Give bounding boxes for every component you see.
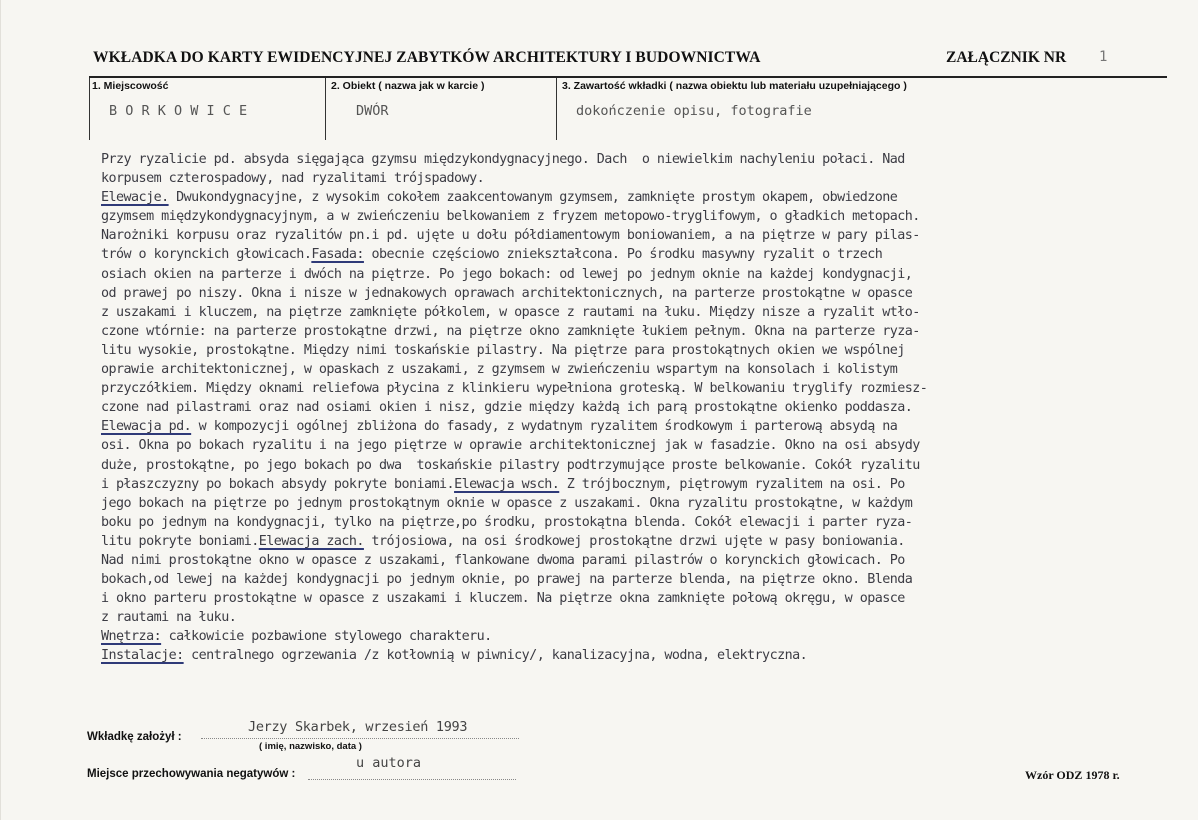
header-rule [89, 76, 1167, 78]
field-divider-left [89, 78, 90, 140]
body-line: od prawej po niszy. Okna i nisze w jednakowych oprawach architektonicznych, na parterze prostokątne w opasce [101, 285, 913, 301]
field-divider-1 [325, 78, 326, 140]
body-line: Przy ryzalicie pd. absyda sięgająca gzymsu międzykondygnacyjnego. Dach o niewielkim nachyleniu połaci. Nad [101, 152, 905, 167]
body-line: jego bokach na piętrze po jednym prostokątnym oknie w opasce z uszakami. Okna ryzalitu prostokątne, w każdym [101, 495, 913, 511]
form-code: Wzór ODZ 1978 r. [1025, 768, 1120, 782]
object-value: DWÓR [356, 103, 389, 119]
body-line: osiach okien na parterze i dwóch na piętrze. Po jego bokach: od lewej po jednym oknie na każdej kondygnacji, [101, 266, 913, 282]
author-hint: ( imię, nazwisko, data ) [259, 741, 362, 752]
place-label: 1. Miejscowość [92, 80, 169, 92]
body-line: korpusem czterospadowy, nad ryzalitami trójspadowy. [101, 171, 485, 187]
annex-number: 1 [1099, 49, 1108, 65]
body-line: i płaszczyzny po bokach absydy pokryte boniami. [101, 476, 455, 492]
author-dotted-line [201, 738, 519, 739]
annex-label: ZAŁĄCZNIK NR [946, 49, 1067, 66]
body-line: litu wysokie, prostokątne. Między nimi toskańskie pilastry. Na piętrze para prostokątnych okien we wspólnej [101, 342, 905, 358]
author-label: Wkładkę założył : [87, 731, 182, 743]
body-line: obecnie częściowo zniekształcona. Po środku masywny ryzalit o trzech [363, 247, 883, 263]
heading-elewacja-zach: Elewacja zach. [258, 533, 364, 549]
heading-elewacja-wsch: Elewacja wsch. [454, 476, 560, 492]
form-title: WKŁADKA DO KARTY EWIDENCYJNEJ ZABYTKÓW ARCHITEKTURY I BUDOWNICTWA [93, 49, 761, 66]
body-line: Nad nimi prostokątne okno w opasce z uszakami, flankowane dwoma parami pilastrów o korynckich głowicach. Po [101, 552, 905, 568]
body-line: Dwukondygnacyjne, z wysokim cokołem zaakcentowanym gzymsem, zamknięte prostym okapem, obwiedzone [168, 190, 898, 206]
author-value: Jerzy Skarbek, wrzesień 1993 [248, 719, 468, 735]
heading-fasada: Fasada: [311, 247, 364, 263]
body-line: czone nad pilastrami oraz nad osiami okien i nisz, gdzie między każdą ich parą prostokątne okienko poddasza. [101, 400, 913, 416]
body-line: bokach,od lewej na każdej kondygnacji po jednym oknie, po prawej na parterze blenda, na piętrze okno. Blenda [101, 572, 913, 588]
body-line: z uszakami i kluczem, na piętrze zamknięte półkolem, w opasce z rautami na łuku. Między nisze a ryzalit wtło- [101, 304, 920, 320]
body-line: Z trójbocznym, piętrowym ryzalitem na osi. Po [559, 476, 905, 492]
body-line: oprawie architektonicznej, w opaskach z uszakami, z gzymsem w zwieńczeniu wspartym na konsolach i kolistym [101, 362, 898, 378]
heading-elewacja-pd: Elewacja pd. [101, 419, 192, 435]
heading-instalacje: Instalacje: [101, 648, 184, 664]
body-line: centralnego ogrzewania /z kotłownią w piwnicy/, kanalizacyjna, wodna, elektryczna. [183, 648, 808, 664]
body-line: trów o korynckich głowicach. [101, 247, 312, 263]
object-label: 2. Obiekt ( nazwa jak w karcie ) [331, 80, 485, 92]
heading-wnetrza: Wnętrza: [101, 629, 162, 645]
body-line: gzymsem międzykondygnacyjnym, a w zwieńczeniu belkowaniem z fryzem metopowo-tryglifowym, o gładkich metopach. [101, 209, 920, 225]
negatives-dotted-line [308, 779, 516, 780]
body-line: duże, prostokątne, po jego bokach po dwa toskańskie pilastry podtrzymujące proste belkowanie. Cokół ryzalitu [101, 457, 920, 473]
body-line: trójosiowa, na osi środkowej prostokątne drzwi ujęte w pasy boniowania. [363, 533, 905, 549]
body-line: całkowicie pozbawione stylowego charakteru. [161, 629, 492, 645]
negatives-value: u autora [356, 755, 422, 771]
body-line: boku po jednym na kondygnacji, tylko na piętrze,po środku, prostokątna blenda. Cokół elewacji i parter ryza- [101, 514, 913, 530]
body-line: i okno parteru prostokątne w opasce z uszakami i kluczem. Na piętrze okna zamknięte połową okręgu, w opasce [101, 591, 905, 607]
body-line: czone wtórnie: na parterze prostokątne drzwi, na piętrze okno zamknięte łukiem pełnym. Okna na parterze ryza- [101, 323, 920, 339]
negatives-label: Miejsce przechowywania negatywów : [87, 768, 296, 780]
description-text [101, 150, 1186, 666]
body-line: litu pokryte boniami. [101, 533, 259, 549]
body-line: osi. Okna po bokach ryzalitu i na jego piętrze w oprawie architektonicznej jak w fasadzie. Okno na osi absydy [101, 438, 920, 454]
content-label: 3. Zawartość wkładki ( nazwa obiektu lub materiału uzupełniającego ) [562, 80, 907, 92]
body-line: w kompozycji ogólnej zbliżona do fasady, z wydatnym ryzalitem środkowym i parterową absydą na [191, 419, 898, 435]
heading-elewacje: Elewacje. [101, 190, 169, 206]
body-line: Narożniki korpusu oraz ryzalitów pn.i pd. ujęte u dołu półdiamentowym boniowaniem, a na piętrze w pary pilas- [101, 228, 920, 244]
body-line: z rautami na łuku. [101, 610, 237, 626]
body-line: przyczółkiem. Między oknami reliefowa płycina z klinkieru wypełniona groteską. W belkowaniu tryglify rozmiesz- [101, 381, 928, 397]
place-value: B O R K O W I C E [109, 103, 248, 119]
field-divider-2 [556, 78, 557, 140]
content-value: dokończenie opisu, fotografie [576, 103, 812, 119]
